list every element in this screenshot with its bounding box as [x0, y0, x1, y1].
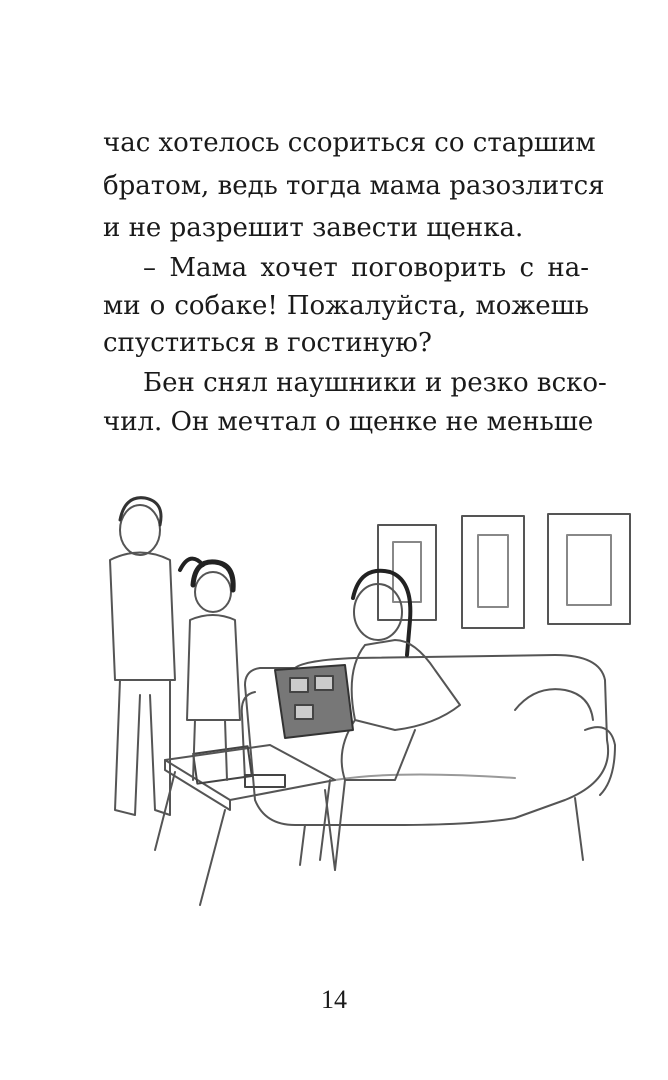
text-line-6: спуститься в гостиную?	[103, 328, 432, 358]
text-line-4: – Мама хочет поговорить с на-	[143, 253, 589, 283]
girl-figure	[180, 559, 240, 780]
text-line-2: братом, ведь тогда мама разозлится	[103, 171, 605, 201]
photo-album	[275, 665, 353, 738]
text-line-5: ми о собаке! Пожалуйста, можешь	[103, 291, 589, 321]
wall-frames	[378, 514, 630, 628]
text-line-1: час хотелось ссориться со старшим	[103, 128, 596, 158]
page-number: 14	[321, 985, 347, 1014]
illustration-family-living-room	[95, 480, 635, 950]
text-line-7: Бен снял наушники и резко вско-	[143, 368, 607, 398]
text-line-8: чил. Он мечтал о щенке не меньше	[103, 407, 594, 437]
text-line-3: и не разрешит завести щенка.	[103, 213, 524, 243]
